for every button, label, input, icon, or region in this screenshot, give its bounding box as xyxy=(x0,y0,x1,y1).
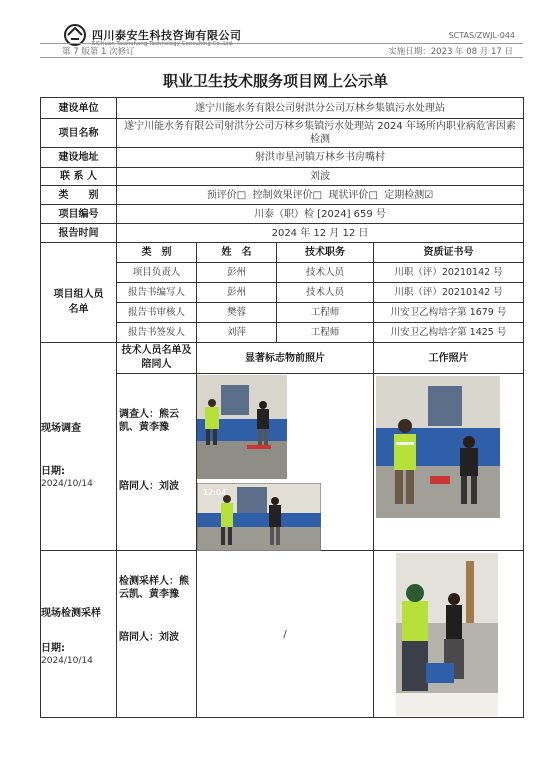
category-option-preassessment: 预评价□ xyxy=(206,189,247,201)
unit-label: 建设单位 xyxy=(41,98,117,119)
survey-landmark-photos xyxy=(197,374,374,551)
landmark-photo-1 xyxy=(197,375,287,479)
team-header-name: 姓 名 xyxy=(197,243,277,263)
sampling-info xyxy=(41,551,117,718)
report-time-value: 2024 年 12 月 12 日 xyxy=(117,224,524,243)
sampling-landmark-placeholder: / xyxy=(197,551,374,718)
survey-date: 2024/10/14 xyxy=(41,478,93,489)
contact-value: 刘波 xyxy=(117,168,524,186)
member-name: 樊蓉 xyxy=(197,303,277,323)
sampling-date: 2024/10/14 xyxy=(41,656,93,666)
address-value: 射洪市星河镇万林乡书房嘴村 xyxy=(117,148,524,168)
survey-row xyxy=(41,374,524,551)
photo-header-landmark: 显著标志物前照片 xyxy=(197,343,374,374)
photo-timestamp: 12:04 xyxy=(203,488,227,497)
member-cert: 川职（评）20210142 号 xyxy=(374,263,524,283)
photo-header-blank xyxy=(41,343,117,374)
photo-header-staff: 技术人员名单及陪同人 xyxy=(117,343,197,374)
number-value: 川泰（职）检 [2024] 659 号 xyxy=(117,205,524,224)
category-option-control-effect: 控制效果评价□ xyxy=(252,189,323,201)
row-address xyxy=(41,148,524,168)
survey-staff xyxy=(117,374,197,551)
member-title: 技术人员 xyxy=(277,263,374,283)
checked-box-icon: ☑ xyxy=(424,189,434,201)
document-header xyxy=(0,0,551,60)
unit-value: 遂宁川能水务有限公司射洪分公司万林乡集镇污水处理站 xyxy=(117,98,524,119)
sampling-date-label: 日期: xyxy=(41,643,65,654)
project-value: 遂宁川能水务有限公司射洪分公司万林乡集镇污水处理站 2024 年场所内职业病危害因素检测 xyxy=(117,119,524,148)
disclosure-table xyxy=(40,97,524,718)
member-title: 工程师 xyxy=(277,303,374,323)
header-rule xyxy=(40,43,523,44)
category-option-status: 现状评价□ xyxy=(328,189,378,201)
survey-date-label: 日期: xyxy=(41,465,65,477)
row-category xyxy=(41,186,524,205)
member-name: 彭州 xyxy=(197,283,277,303)
document-code: SCTAS/ZWJL-044 xyxy=(448,31,515,40)
survey-label: 现场调查 xyxy=(41,422,81,434)
sampling-row xyxy=(41,551,524,718)
table-row xyxy=(41,263,524,283)
team-header-cert: 资质证书号 xyxy=(374,243,524,263)
member-role: 项目负责人 xyxy=(117,263,197,283)
sampling-samplers: 检测采样人：熊云凯、黄李豫 xyxy=(119,576,189,600)
team-group-label: 项目组人员名单 xyxy=(41,263,117,343)
project-label: 项目名称 xyxy=(41,119,117,148)
member-cert: 川职（评）20210142 号 xyxy=(374,283,524,303)
sampling-label: 现场检测采样 xyxy=(41,608,101,619)
team-header-blank xyxy=(41,243,117,263)
implementation-date: 实施日期：2023 年 08 月 17 日 xyxy=(388,47,513,57)
company-name-en: SiChuan Taianshang Technology Consulting Co.,Ltd. xyxy=(92,41,234,47)
address-label: 建设地址 xyxy=(41,148,117,168)
survey-investigators: 调查人：熊云凯、黄李豫 xyxy=(119,409,179,433)
member-name: 刘萍 xyxy=(197,323,277,343)
category-options xyxy=(117,186,524,205)
landmark-photo-2 xyxy=(197,483,321,551)
contact-label: 联 系 人 xyxy=(41,168,117,186)
row-project xyxy=(41,119,524,148)
category-label: 类 别 xyxy=(41,186,117,205)
company-name: 四川泰安生科技咨询有限公司 xyxy=(92,29,242,42)
sampling-work-photo-cell xyxy=(374,551,524,718)
member-title: 工程师 xyxy=(277,323,374,343)
survey-escort: 陪同人：刘波 xyxy=(119,481,179,492)
member-cert: 川安卫乙构培字第 1679 号 xyxy=(374,303,524,323)
team-header-role: 类 别 xyxy=(117,243,197,263)
team-header-title: 技术职务 xyxy=(277,243,374,263)
photo-header-row xyxy=(41,343,524,374)
version-label: 第 7 版第 1 次修订 xyxy=(62,47,135,57)
row-contact xyxy=(41,168,524,186)
team-header-row xyxy=(41,243,524,263)
row-number xyxy=(41,205,524,224)
row-unit xyxy=(41,98,524,119)
sampling-work-photo xyxy=(396,553,498,716)
page-title: 职业卫生技术服务项目网上公示单 xyxy=(162,72,388,90)
category-option-periodic: 定期检测☑ xyxy=(384,189,434,201)
member-role: 报告书审核人 xyxy=(117,303,197,323)
member-role: 报告书签发人 xyxy=(117,323,197,343)
sampling-staff xyxy=(117,551,197,718)
sampling-escort: 陪同人：刘波 xyxy=(119,632,179,643)
survey-work-photo-cell xyxy=(374,374,524,551)
row-report-time xyxy=(41,224,524,243)
member-cert: 川安卫乙构培字第 1425 号 xyxy=(374,323,524,343)
survey-info xyxy=(41,374,117,551)
photo-header-work: 工作照片 xyxy=(374,343,524,374)
member-title: 技术人员 xyxy=(277,283,374,303)
header-rule-lower xyxy=(40,57,523,58)
member-role: 报告书编写人 xyxy=(117,283,197,303)
report-time-label: 报告时间 xyxy=(41,224,117,243)
member-name: 彭州 xyxy=(197,263,277,283)
number-label: 项目编号 xyxy=(41,205,117,224)
survey-work-photo xyxy=(376,376,500,518)
